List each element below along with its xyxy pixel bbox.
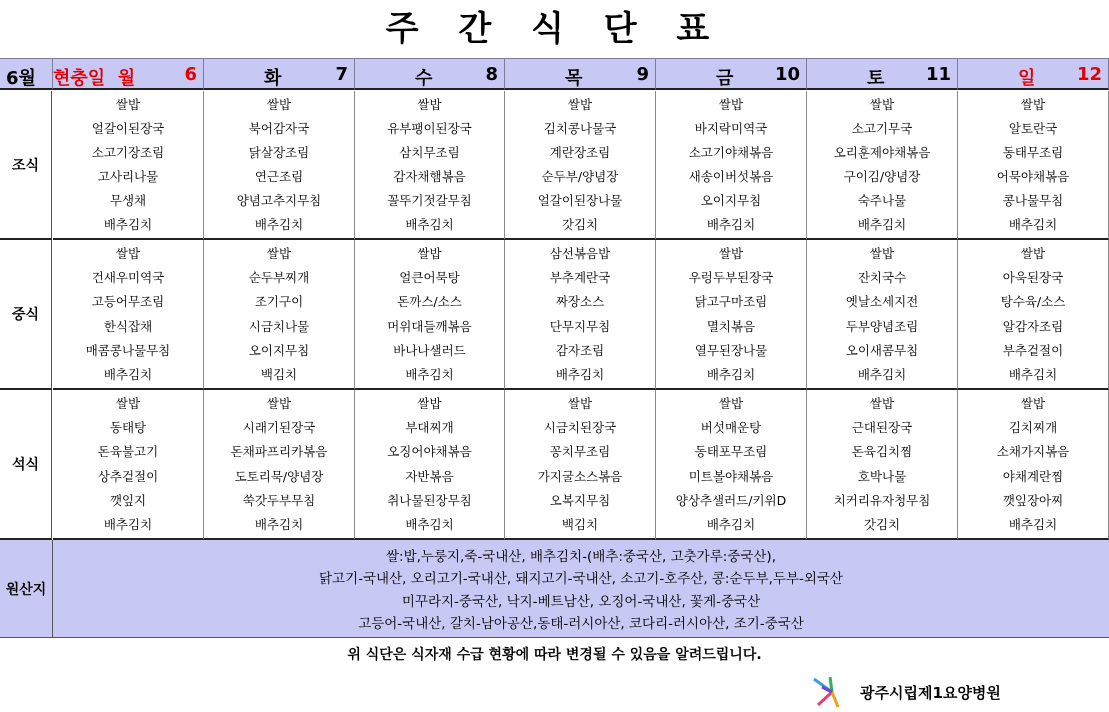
menu-item: 배추김치 xyxy=(103,217,153,232)
menu-item: 자반볶음 xyxy=(405,468,454,484)
menu-item: 배추김치 xyxy=(405,217,454,232)
day-name: 현충일 월 xyxy=(53,68,136,89)
menu-item: 갓김치 xyxy=(863,516,901,532)
menu-item: 돈채파프리카볶음 xyxy=(230,444,328,460)
menu-cell xyxy=(656,91,807,240)
menu-cell xyxy=(807,91,958,240)
menu-item: 탕수육/소스 xyxy=(1000,294,1066,310)
menu-item: 쌀밥 xyxy=(869,246,895,262)
day-header xyxy=(204,58,355,90)
menu-item: 삼선볶음밥 xyxy=(549,246,611,262)
menu-item: 배추김치 xyxy=(254,217,304,232)
menu-item: 콩나물무침 xyxy=(1002,193,1064,208)
meal-label: 중식 xyxy=(0,240,52,390)
month-label: 6월 xyxy=(6,68,36,89)
menu-cell xyxy=(355,91,505,240)
menu-item: 쌀밥 xyxy=(266,246,292,262)
menu-item: 쌀밥 xyxy=(1020,97,1046,112)
menu-item: 배추김치 xyxy=(857,366,907,382)
day-date: 10 xyxy=(774,64,800,85)
hospital-signature xyxy=(812,675,1102,709)
menu-cell xyxy=(53,240,204,390)
menu-item: 아욱된장국 xyxy=(1002,270,1064,286)
menu-cell xyxy=(204,240,355,390)
menu-item: 백김치 xyxy=(561,516,599,532)
menu-item: 알감자조림 xyxy=(1002,318,1064,334)
day-date: 7 xyxy=(335,64,348,85)
menu-item: 쌀밥 xyxy=(718,97,744,112)
menu-item: 동태무조림 xyxy=(1002,145,1064,160)
menu-cell xyxy=(656,390,807,540)
month-header xyxy=(0,58,53,90)
menu-item: 양념고추지무침 xyxy=(236,193,322,208)
menu-item: 도토리묵/양념장 xyxy=(234,468,324,484)
menu-cell xyxy=(807,390,958,540)
menu-item: 연근조림 xyxy=(254,169,304,184)
day-date: 8 xyxy=(485,64,498,85)
menu-item: 단무지무침 xyxy=(549,318,611,334)
day-name: 수 xyxy=(415,68,433,89)
menu-item: 쌀밥 xyxy=(567,396,593,412)
day-header xyxy=(958,58,1109,90)
day-date: 9 xyxy=(636,64,649,85)
menu-item: 쌀밥 xyxy=(266,97,292,112)
menu-item: 쌀밥 xyxy=(115,246,141,262)
menu-item: 숙주나물 xyxy=(857,193,907,208)
menu-item: 미트볼야채볶음 xyxy=(688,468,774,484)
menu-item: 닭고구마조림 xyxy=(694,294,768,310)
menu-item: 쌀밥 xyxy=(417,97,442,112)
menu-item: 북어감자국 xyxy=(248,121,310,136)
menu-item: 쌀밥 xyxy=(1020,396,1046,412)
menu-item: 호박나물 xyxy=(857,468,907,484)
menu-item: 배추김치 xyxy=(405,516,454,532)
page-title: 주 간 식 단 표 xyxy=(385,9,724,49)
menu-item: 쌀밥 xyxy=(417,396,442,412)
menu-item: 돈육김치찜 xyxy=(851,444,913,460)
star-logo-icon xyxy=(812,675,852,709)
origin-line: 쌀:밥,누룽지,죽-국내산, 배추김치-(배추:중국산, 고춧가루:중국산), xyxy=(386,549,776,566)
menu-item: 치커리유자청무침 xyxy=(833,492,931,508)
day-name: 일 xyxy=(1018,68,1036,89)
menu-item: 꼴뚜기젓갈무침 xyxy=(387,193,472,208)
menu-item: 머위대들깨볶음 xyxy=(387,318,472,334)
menu-item: 동태탕 xyxy=(109,420,147,436)
menu-item: 감자채햄볶음 xyxy=(393,169,466,184)
hospital-name: 광주시립제1요양병원 xyxy=(860,683,1001,702)
menu-item: 배추김치 xyxy=(103,516,153,532)
day-date: 12 xyxy=(1076,64,1102,85)
menu-item: 소고기무국 xyxy=(851,121,913,136)
menu-item: 소고기장조림 xyxy=(91,145,165,160)
menu-item: 잔치국수 xyxy=(857,270,907,286)
menu-item: 배추김치 xyxy=(706,366,756,382)
menu-item: 무생채 xyxy=(109,193,147,208)
menu-item: 배추김치 xyxy=(1008,366,1058,382)
menu-cell xyxy=(53,91,204,240)
menu-item: 건새우미역국 xyxy=(91,270,165,286)
menu-item: 오리훈제야채볶음 xyxy=(833,145,931,160)
menu-item: 배추김치 xyxy=(405,366,454,382)
menu-item: 오이지무침 xyxy=(700,193,762,208)
menu-cell xyxy=(656,240,807,390)
day-header xyxy=(807,58,958,90)
meal-label: 석식 xyxy=(0,390,52,540)
menu-item: 쌀밥 xyxy=(869,396,895,412)
day-date: 6 xyxy=(184,64,197,85)
menu-item: 쌀밥 xyxy=(567,97,593,112)
menu-item: 소채가지볶음 xyxy=(996,444,1070,460)
menu-item: 배추김치 xyxy=(103,366,153,382)
menu-item: 감자조림 xyxy=(555,342,605,358)
menu-item: 유부팽이된장국 xyxy=(387,121,472,136)
menu-item: 알토란국 xyxy=(1008,121,1058,136)
menu-item: 돈육불고기 xyxy=(97,444,159,460)
menu-item: 양상추샐러드/키위D xyxy=(675,492,787,508)
menu-item: 돈까스/소스 xyxy=(397,294,462,310)
menu-item: 어묵야채볶음 xyxy=(996,169,1070,184)
menu-cell xyxy=(355,240,505,390)
menu-item: 배추김치 xyxy=(254,516,304,532)
menu-item: 부추겉절이 xyxy=(1002,342,1064,358)
menu-item: 배추김치 xyxy=(1008,516,1058,532)
day-name: 금 xyxy=(716,68,734,89)
menu-item: 꽁치무조림 xyxy=(549,444,611,460)
menu-item: 오복지무침 xyxy=(549,492,611,508)
menu-cell xyxy=(958,91,1109,240)
notice-text: 위 식단은 식자재 수급 현황에 따라 변경될 수 있음을 알려드립니다. xyxy=(347,647,762,663)
menu-item: 오이새콤무침 xyxy=(845,342,919,358)
menu-item: 배추김치 xyxy=(555,366,605,382)
menu-item: 구이김/양념장 xyxy=(843,169,921,184)
menu-item: 계란장조림 xyxy=(549,145,611,160)
day-header xyxy=(355,58,505,90)
menu-item: 쌀밥 xyxy=(115,97,141,112)
origin-line: 미꾸라지-중국산, 낙지-베트남산, 오징어-국내산, 꽃게-중국산 xyxy=(401,593,761,610)
menu-item: 갓김치 xyxy=(561,217,599,232)
menu-cell xyxy=(53,390,204,540)
origin-info xyxy=(53,540,1109,638)
origin-line: 고등어-국내산, 갈치-남아공산,동태-러시아산, 코다리-러시아산, 조기-중국산 xyxy=(358,615,804,632)
menu-item: 동태포무조림 xyxy=(694,444,768,460)
origin-label: 원산지 xyxy=(0,540,53,638)
menu-item: 얼갈이된장국 xyxy=(91,121,165,136)
menu-cell xyxy=(958,240,1109,390)
menu-item: 배추김치 xyxy=(706,516,756,532)
menu-cell xyxy=(958,390,1109,540)
menu-item: 부대찌개 xyxy=(405,420,454,436)
menu-item: 옛날소세지전 xyxy=(845,294,919,310)
menu-item: 근대된장국 xyxy=(851,420,913,436)
day-header xyxy=(53,58,204,90)
day-name: 화 xyxy=(264,68,282,89)
menu-item: 닭살장조림 xyxy=(248,145,310,160)
menu-item: 조기구이 xyxy=(254,294,304,310)
menu-item: 쌀밥 xyxy=(266,396,292,412)
menu-item: 버섯매운탕 xyxy=(700,420,762,436)
menu-item: 두부양념조림 xyxy=(845,318,919,334)
menu-item: 쌀밥 xyxy=(1020,246,1046,262)
menu-cell xyxy=(505,91,656,240)
menu-item: 깻잎지 xyxy=(109,492,147,508)
menu-item: 열무된장나물 xyxy=(694,342,768,358)
menu-cell xyxy=(807,240,958,390)
day-date: 11 xyxy=(925,64,951,85)
origin-line: 닭고기-국내산, 오리고기-국내산, 돼지고기-국내산, 소고기-호주산, 콩:순두부,두부-외국산 xyxy=(319,571,843,588)
menu-item: 순두부찌개 xyxy=(248,270,310,286)
menu-item: 배추김치 xyxy=(857,217,907,232)
menu-item: 상추겉절이 xyxy=(97,468,159,484)
menu-item: 쌀밥 xyxy=(718,396,744,412)
menu-item: 우렁두부된장국 xyxy=(688,270,774,286)
menu-item: 부추계란국 xyxy=(549,270,611,286)
menu-item: 취나물된장무침 xyxy=(387,492,472,508)
menu-item: 쌀밥 xyxy=(869,97,895,112)
menu-item: 매콤콩나물무침 xyxy=(85,342,171,358)
menu-item: 백김치 xyxy=(260,366,298,382)
menu-item: 얼큰어묵탕 xyxy=(399,270,460,286)
day-header xyxy=(505,58,656,90)
menu-cell xyxy=(204,91,355,240)
menu-item: 시래기된장국 xyxy=(242,420,316,436)
menu-item: 쌀밥 xyxy=(115,396,141,412)
menu-item: 시금치된장국 xyxy=(543,420,617,436)
menu-item: 김치콩나물국 xyxy=(543,121,617,136)
menu-item: 바나나샐러드 xyxy=(393,342,466,358)
menu-cell xyxy=(505,240,656,390)
menu-item: 오징어야채볶음 xyxy=(387,444,472,460)
day-name: 토 xyxy=(867,68,885,89)
menu-item: 오이지무침 xyxy=(248,342,310,358)
menu-item: 야채계란찜 xyxy=(1002,468,1064,484)
menu-cell xyxy=(204,390,355,540)
menu-item: 가지굴소스볶음 xyxy=(537,468,623,484)
menu-item: 고등어무조림 xyxy=(91,294,165,310)
day-header xyxy=(656,58,807,90)
menu-item: 멸치볶음 xyxy=(706,318,756,334)
menu-item: 쌀밥 xyxy=(718,246,744,262)
menu-item: 순두부/양념장 xyxy=(541,169,619,184)
menu-cell xyxy=(505,390,656,540)
menu-item: 깻잎장아찌 xyxy=(1002,492,1064,508)
menu-cell xyxy=(355,390,505,540)
menu-item: 배추김치 xyxy=(706,217,756,232)
menu-item: 쑥갓두부무침 xyxy=(242,492,316,508)
menu-item: 고사리나물 xyxy=(97,169,159,184)
menu-item: 소고기야채볶음 xyxy=(688,145,774,160)
meal-label: 조식 xyxy=(0,91,52,240)
day-name: 목 xyxy=(565,68,583,89)
menu-item: 한식잡채 xyxy=(103,318,153,334)
menu-item: 새송이버섯볶음 xyxy=(688,169,774,184)
menu-item: 쌀밥 xyxy=(417,246,442,262)
menu-item: 짜장소스 xyxy=(555,294,605,310)
menu-item: 배추김치 xyxy=(1008,217,1058,232)
menu-item: 얼갈이된장나물 xyxy=(537,193,623,208)
menu-item: 삼치무조림 xyxy=(399,145,460,160)
menu-item: 바지락미역국 xyxy=(694,121,768,136)
menu-item: 김치찌개 xyxy=(1008,420,1058,436)
menu-item: 시금치나물 xyxy=(248,318,310,334)
